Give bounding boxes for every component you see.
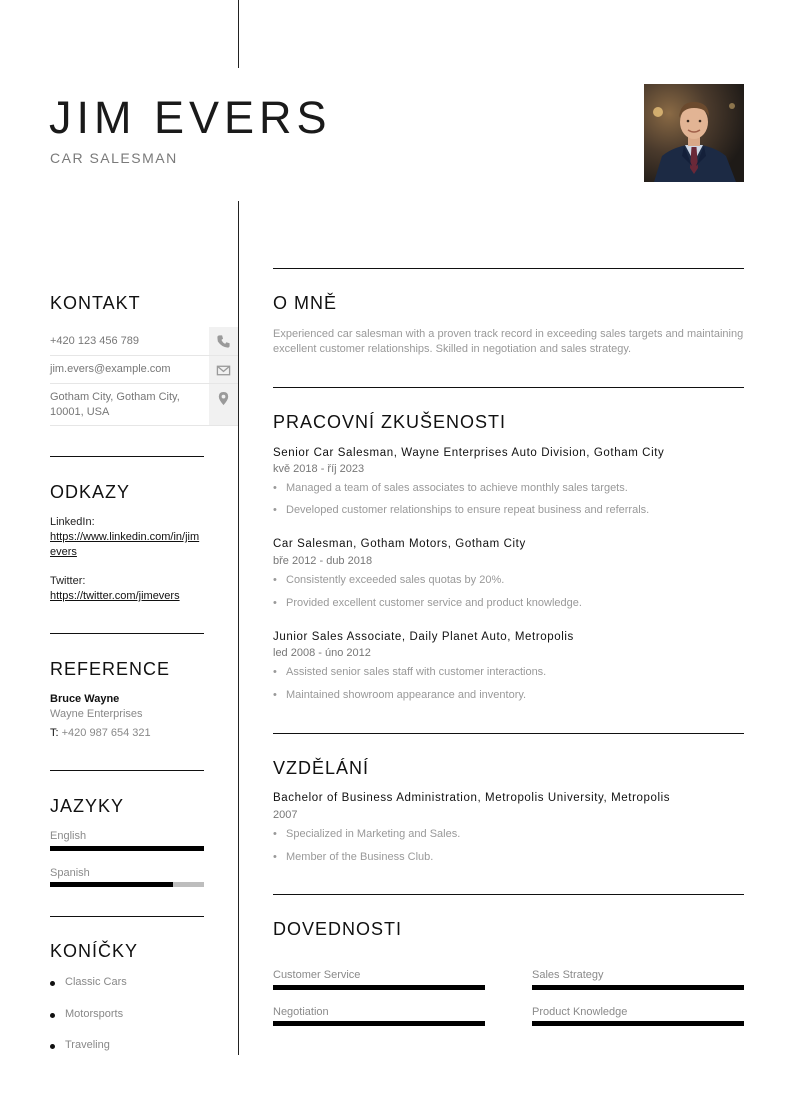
twitter-label: Twitter: <box>50 575 86 587</box>
language-level-bar <box>50 882 204 887</box>
education-heading: VZDĚLÁNÍ <box>273 758 370 778</box>
job-title: Junior Sales Associate, Daily Planet Auto, Metropolis <box>273 631 574 643</box>
job-dates: bře 2012 - dub 2018 <box>273 555 373 567</box>
education-bullet-text: Specialized in Marketing and Sales. <box>286 828 461 840</box>
bullet-dot-icon: • <box>273 689 277 701</box>
bullet-dot-icon <box>50 981 55 986</box>
skill-label: Sales Strategy <box>532 969 604 981</box>
left-divider-3 <box>50 770 204 771</box>
bullet-dot-icon <box>50 1044 55 1049</box>
job-bullet-text: Developed customer relationships to ensure repeat business and referrals. <box>286 504 650 516</box>
reference-company: Wayne Enterprises <box>50 708 143 720</box>
job-dates: led 2008 - úno 2012 <box>273 647 371 659</box>
hobbies-heading: KONÍČKY <box>50 941 139 961</box>
job-bullet-text: Provided excellent customer service and product knowledge. <box>286 597 582 609</box>
candidate-title: CAR SALESMAN <box>50 150 178 166</box>
bullet-dot-icon: • <box>273 666 277 678</box>
contact-phone: +420 123 456 789 <box>50 335 140 347</box>
contact-address-line2: 10001, USA <box>50 406 110 418</box>
education-degree: Bachelor of Business Administration, Metropolis University, Metropolis <box>273 792 671 804</box>
bullet-dot-icon: • <box>273 828 277 840</box>
language-level-fill <box>50 846 204 851</box>
profile-photo-image <box>644 84 744 182</box>
education-year: 2007 <box>273 809 298 821</box>
location-pin-icon <box>216 391 231 406</box>
linkedin-label: LinkedIn: <box>50 516 95 528</box>
reference-phone-row <box>50 727 151 739</box>
left-divider-4 <box>50 916 204 917</box>
job-dates: kvě 2018 - říj 2023 <box>273 463 365 475</box>
job-bullet-text: Consistently exceeded sales quotas by 20%. <box>286 574 505 586</box>
skill-level-bar <box>273 1021 485 1026</box>
bullet-dot-icon: • <box>273 482 277 494</box>
candidate-name: JIM EVERS <box>49 92 332 143</box>
right-divider-4 <box>273 894 744 895</box>
reference-phone-prefix: T: <box>50 727 59 739</box>
references-heading: REFERENCE <box>50 659 171 679</box>
skill-label: Customer Service <box>273 969 361 981</box>
phone-icon <box>216 334 231 349</box>
links-heading: ODKAZY <box>50 482 131 502</box>
job-bullet-text: Maintained showroom appearance and inventory. <box>286 689 527 701</box>
languages-heading: JAZYKY <box>50 796 125 816</box>
bullet-dot-icon: • <box>273 851 277 863</box>
skills-heading: DOVEDNOSTI <box>273 919 403 939</box>
contact-email-row <box>50 356 238 384</box>
skill-level-bar <box>532 1021 744 1026</box>
bullet-dot-icon <box>50 1013 55 1018</box>
language-level-bar <box>50 846 204 851</box>
education-bullet-text: Member of the Business Club. <box>286 851 434 863</box>
contact-heading: KONTAKT <box>50 293 141 313</box>
skill-label: Product Knowledge <box>532 1006 628 1018</box>
job-bullet-text: Assisted senior sales staff with customer interactions. <box>286 666 547 678</box>
about-text: Experienced car salesman with a proven track record in exceeding sales targets and maintaining excellent customer relationships. Skilled in negotiation and sales strategy. <box>273 328 744 355</box>
language-name: Spanish <box>50 867 90 879</box>
bullet-dot-icon: • <box>273 504 277 516</box>
skill-label: Negotiation <box>273 1006 329 1018</box>
job-title: Senior Car Salesman, Wayne Enterprises Auto Division, Gotham City <box>273 447 665 459</box>
about-heading: O MNĚ <box>273 293 338 313</box>
hobby-label: Classic Cars <box>65 976 127 988</box>
contact-email[interactable]: jim.evers@example.com <box>50 363 171 375</box>
contact-address-line1: Gotham City, Gotham City, <box>50 391 180 403</box>
language-level-fill <box>50 882 173 887</box>
reference-name: Bruce Wayne <box>50 693 120 705</box>
left-divider-2 <box>50 633 204 634</box>
left-divider-1 <box>50 456 204 457</box>
skill-level-bar <box>532 985 744 990</box>
hobby-label: Motorsports <box>65 1008 124 1020</box>
bullet-dot-icon: • <box>273 597 277 609</box>
job-bullet-text: Managed a team of sales associates to achieve monthly sales targets. <box>286 482 628 494</box>
experience-heading: PRACOVNÍ ZKUŠENOSTI <box>273 412 507 432</box>
right-divider-1 <box>273 268 744 269</box>
right-divider-2 <box>273 387 744 388</box>
linkedin-link[interactable]: https://www.linkedin.com/in/jimevers <box>50 531 200 558</box>
skill-level-bar <box>273 985 485 990</box>
contact-phone-row <box>50 327 238 356</box>
vertical-divider-top <box>238 0 239 68</box>
right-divider-3 <box>273 733 744 734</box>
hobby-label: Traveling <box>65 1039 110 1051</box>
bullet-dot-icon: • <box>273 574 277 586</box>
vertical-divider-main <box>238 201 239 1055</box>
profile-photo <box>644 84 744 182</box>
twitter-link[interactable]: https://twitter.com/jimevers <box>50 590 180 602</box>
job-title: Car Salesman, Gotham Motors, Gotham City <box>273 538 526 550</box>
email-icon <box>216 363 231 378</box>
reference-phone: +420 987 654 321 <box>61 727 151 739</box>
language-name: English <box>50 830 87 842</box>
contact-address-row <box>50 384 238 426</box>
